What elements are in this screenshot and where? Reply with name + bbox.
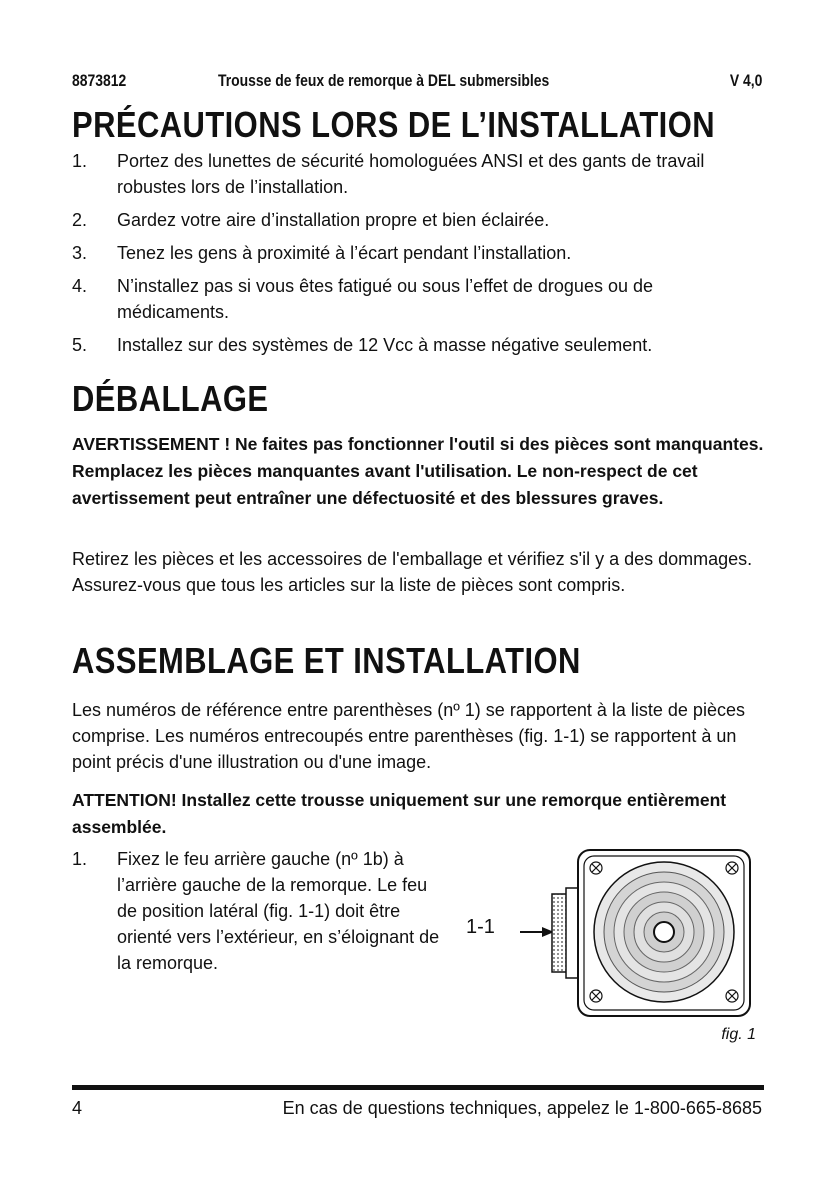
page-number: 4 <box>72 1098 83 1118</box>
unpacking-warning: AVERTISSEMENT ! Ne faites pas fonctionner l'outil si des pièces sont manquantes. Remplacez les pièces manquantes avant l'utilisation. Le non-respect de cet avertissement peut entraîner une défectuosité et des blessures graves. <box>72 434 764 508</box>
figure-caption: fig. 1 <box>721 1026 756 1043</box>
figure-callout: 1-1 <box>466 916 495 938</box>
product-title: Trousse de feux de remorque à DEL submersibles <box>217 71 550 90</box>
list-item: 3. Tenez les gens à proximité à l’écart pendant l’installation. <box>72 243 572 263</box>
part-number: 8873812 <box>72 71 127 90</box>
assembly-intro: Les numéros de référence entre parenthèses (nº 1) se rapportent à la liste de pièces comprise. Les numéros entrecoupés entre parenthèses (fig. 1-1) se rapportent à un point précis d'une illustration ou d'une image. <box>72 700 745 772</box>
tail-light-illustration <box>520 844 760 1020</box>
version-label: V 4,0 <box>729 71 763 90</box>
list-item: 4. N’installez pas si vous êtes fatigué ou sous l’effet de drogues ou de médicaments. <box>72 276 654 322</box>
precautions-heading: PRÉCAUTIONS LORS DE L’INSTALLATION <box>72 104 715 145</box>
attention-note: ATTENTION! Installez cette trousse uniquement sur une remorque entièrement assemblée. <box>72 790 727 837</box>
support-phone-text: En cas de questions techniques, appelez le 1-800-665-8685 <box>282 1098 762 1118</box>
precautions-list <box>72 148 762 365</box>
list-item: 1. Fixez le feu arrière gauche (nº 1b) à l’arrière gauche de la remorque. Le feu de position latéral (fig. 1-1) doit être orienté vers l’extérieur, en s’éloignant de la remorque. <box>72 849 440 973</box>
unpacking-body: Retirez les pièces et les accessoires de l'emballage et vérifiez s'il y a des dommages. Assurez-vous que tous les articles sur la liste de pièces sont compris. <box>72 549 753 595</box>
list-item: 2. Gardez votre aire d’installation propre et bien éclairée. <box>72 210 550 230</box>
list-item: 5. Installez sur des systèmes de 12 Vcc à masse négative seulement. <box>72 335 653 355</box>
assembly-heading: ASSEMBLAGE ET INSTALLATION <box>72 640 581 681</box>
list-item: 1. Portez des lunettes de sécurité homologuées ANSI et des gants de travail robustes lors de l’installation. <box>72 151 705 197</box>
unpacking-heading: DÉBALLAGE <box>72 378 269 419</box>
assembly-steps <box>72 846 452 983</box>
footer-rule <box>72 1085 764 1090</box>
page-header <box>72 71 763 97</box>
